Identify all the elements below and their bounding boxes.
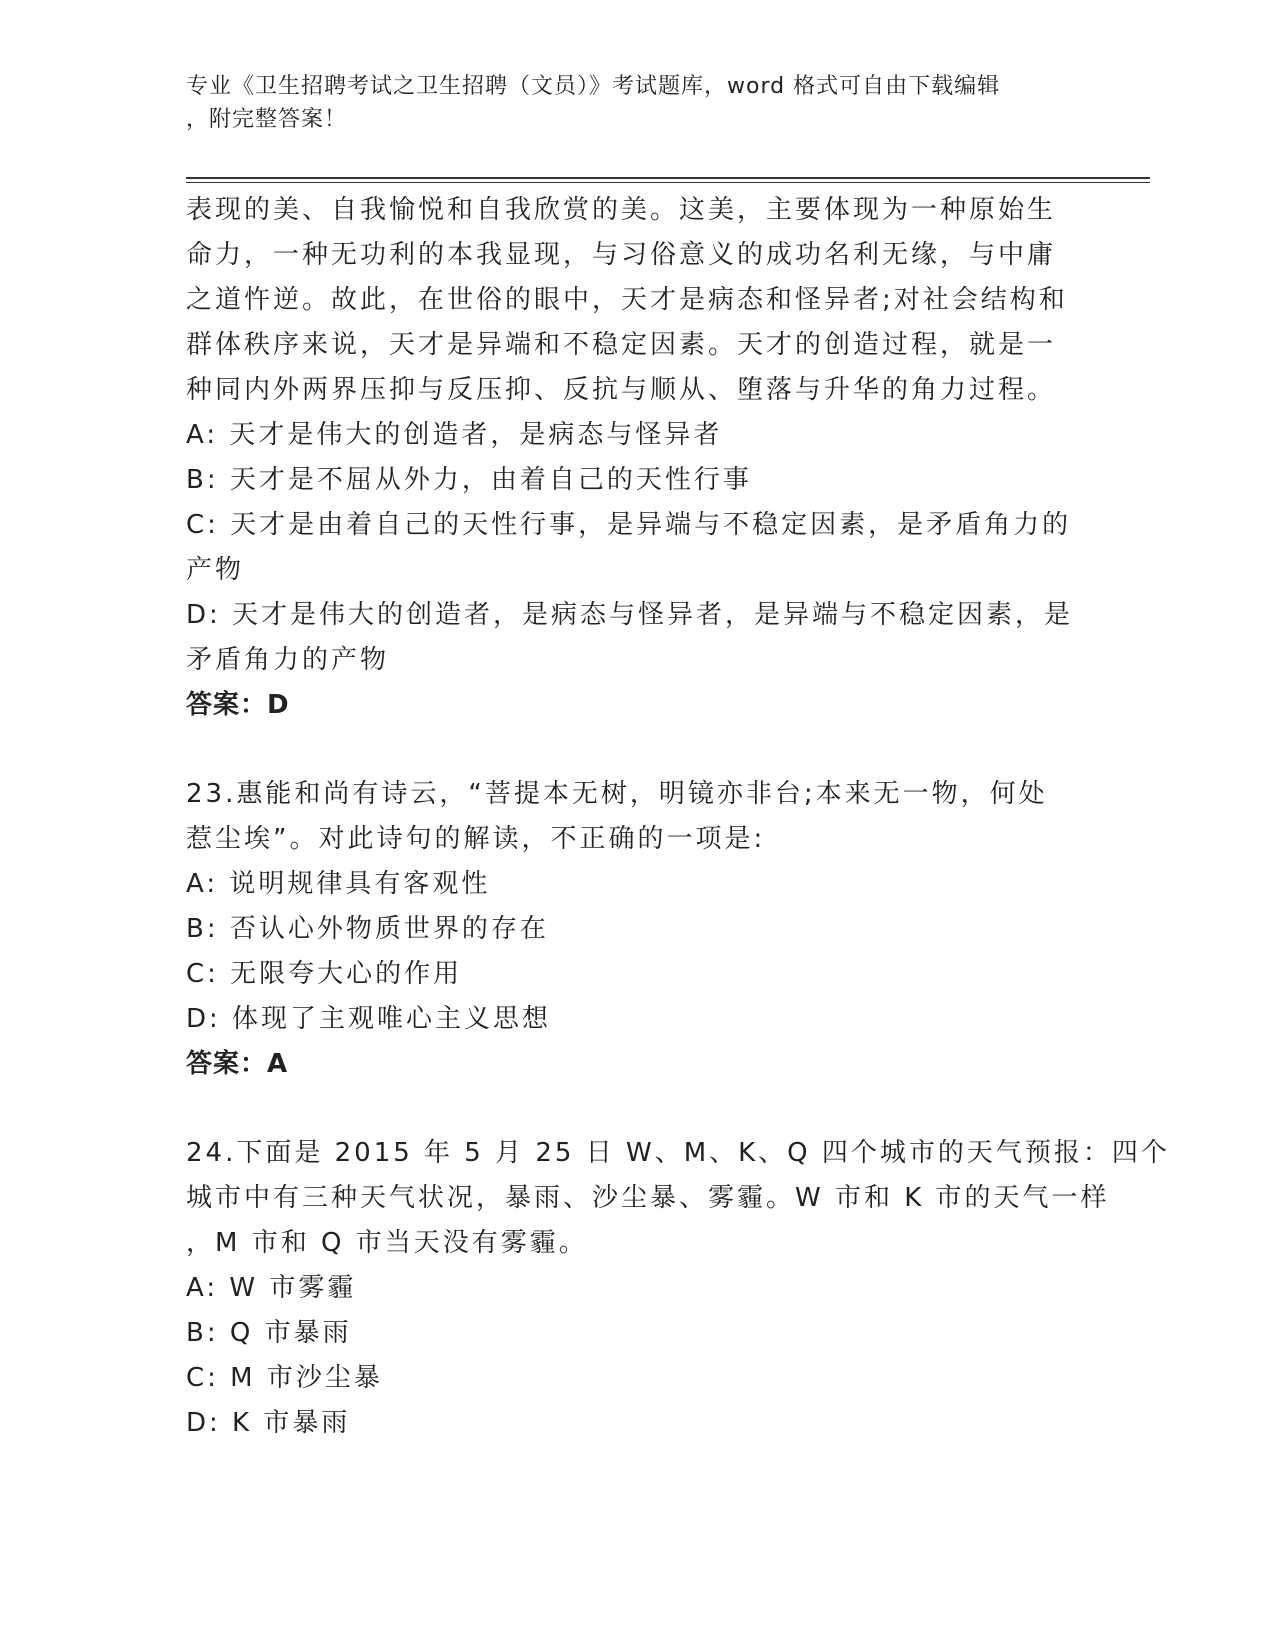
passage-line: 之道忤逆。故此，在世俗的眼中，天才是病态和怪异者;对社会结构和: [186, 285, 1068, 315]
option-d: D: 天才是伟大的创造者，是病态与怪异者，是异端与不稳定因素，是: [186, 600, 1074, 630]
passage: [186, 188, 1086, 413]
header-line-1: 专业《卫生招聘考试之卫生招聘（文员）》考试题库，word 格式可自由下载编辑: [186, 74, 1001, 99]
question-24: [186, 1131, 1170, 1446]
question-22-options: [186, 413, 1086, 728]
passage-line: 命力，一种无功利的本我显现，与习俗意义的成功名利无缘，与中庸: [186, 240, 1057, 270]
passage-line: 种同内外两界压抑与反压抑、反抗与顺从、堕落与升华的角力过程。: [186, 375, 1057, 405]
answer-22: 答案：D: [186, 690, 290, 720]
option-a: A: 说明规律具有客观性: [186, 869, 491, 899]
question-stem-continued: ，M 市和 Q 市当天没有雾霾。: [186, 1228, 588, 1258]
header-divider-thick: [186, 177, 1150, 179]
passage-line: 表现的美、自我愉悦和自我欣赏的美。这美，主要体现为一种原始生: [186, 195, 1057, 225]
option-d: D: 体现了主观唯心主义思想: [186, 1004, 552, 1034]
passage-line: 群体秩序来说，天才是异端和不稳定因素。天才的创造过程，就是一: [186, 330, 1057, 360]
answer-23: 答案：A: [186, 1049, 289, 1079]
question-stem-continued: 惹尘埃”。对此诗句的解读，不正确的一项是:: [186, 824, 766, 854]
option-c: C: 无限夸大心的作用: [186, 959, 463, 989]
question-stem-continued: 城市中有三种天气状况，暴雨、沙尘暴、雾霾。W 市和 K 市的天气一样: [186, 1183, 1110, 1213]
question-stem: 23.惠能和尚有诗云，“菩提本无树，明镜亦非台;本来无一物，何处: [186, 779, 1048, 809]
spacer: [186, 728, 1086, 772]
option-c-continued: 产物: [186, 555, 245, 585]
header-line-2: ，附完整答案！: [186, 107, 348, 132]
option-b: B: Q 市暴雨: [186, 1318, 352, 1348]
option-a: A: 天才是伟大的创造者，是病态与怪异者: [186, 420, 723, 450]
option-a: A: W 市雾霾: [186, 1273, 357, 1303]
option-c: C: 天才是由着自己的天性行事，是异端与不稳定因素，是矛盾角力的: [186, 510, 1072, 540]
document-header: [186, 70, 1066, 136]
question-stem: 24.下面是 2015 年 5 月 25 日 W、M、K、Q 四个城市的天气预报：四个: [186, 1138, 1170, 1168]
spacer: [186, 1087, 1086, 1131]
option-b: B: 否认心外物质世界的存在: [186, 914, 549, 944]
header-divider-thin: [186, 182, 1150, 183]
option-c: C: M 市沙尘暴: [186, 1363, 383, 1393]
document-body: [186, 188, 1170, 1446]
option-d-continued: 矛盾角力的产物: [186, 645, 390, 675]
option-b: B: 天才是不屈从外力，由着自己的天性行事: [186, 465, 752, 495]
option-d: D: K 市暴雨: [186, 1408, 351, 1438]
question-23: [186, 772, 1086, 1087]
